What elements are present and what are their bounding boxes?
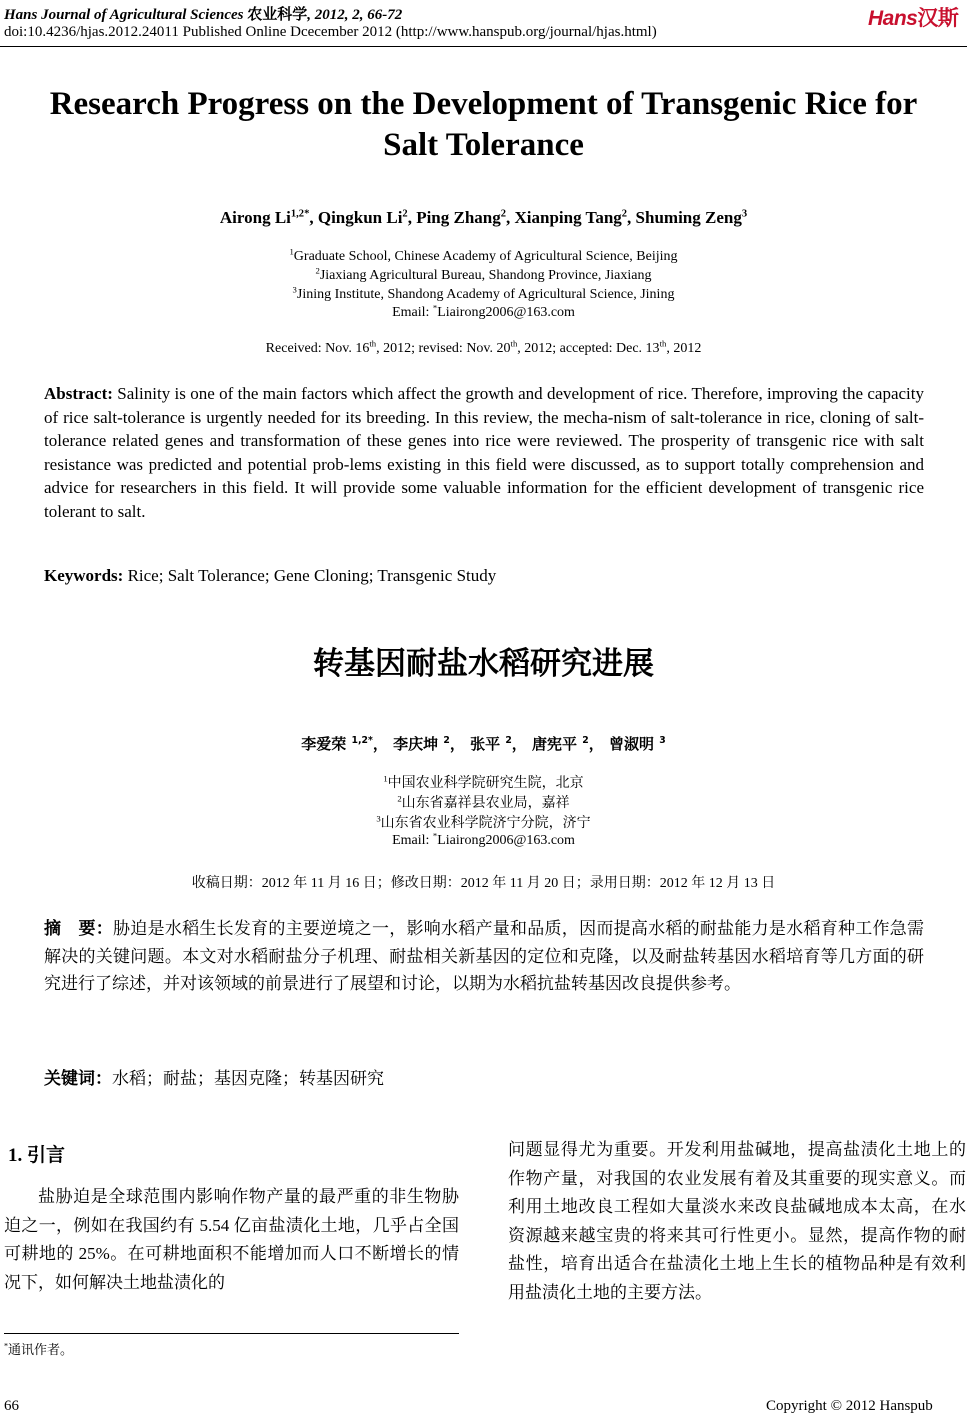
abstract-label-cn: 摘 要： bbox=[44, 919, 114, 939]
author: 曾淑明 $^3$ bbox=[609, 735, 666, 753]
keywords-cn bbox=[44, 1064, 924, 1089]
body-column-left: 盐胁迫是全球范围内影响作物产量的最严重的非生物胁迫之一，例如在我国约有 5.54 亿亩盐渍化土地，几乎占全国可耕地的 25%。在可耕地面积不能增加而人口不断增长的情况下，如何解决土地盐渍化的 bbox=[4, 1187, 459, 1292]
abstract-text-cn: 胁迫是水稻生长发育的主要逆境之一，影响水稻产量和品质，因而提高水稻的耐盐能力是水稻育种工作急需解决的关键问题。本文对水稻耐盐分子机理、耐盐相关新基因的定位和克隆，以及耐盐转基因水稻培育等几方面的研究进行了综述，并对该领域的前景进行了展望和讨论，以期为水稻抗盐转基因改良提供参考。 bbox=[44, 919, 925, 993]
author-list-cn bbox=[0, 733, 967, 754]
paper-title: Research Progress on the Development of Transgenic Rice for Salt Tolerance bbox=[49, 86, 918, 163]
doi-line: doi:10.4236/hjas.2012.24011 Published Online Dcecember 2012 (http://www.hanspub.org/journal/hjas.html) bbox=[4, 24, 657, 40]
received-dates: Received: Nov. 16th, 2012; revised: Nov. 20th, 2012; accepted: Dec. 13th, 2012 bbox=[265, 338, 702, 356]
hanspub-logo: Hans汉斯 bbox=[868, 7, 959, 30]
abstract-text: Salinity is one of the main factors which affect the growth and development of rice. Therefore, improving the capacity of rice salt-tolerance is urgently needed for its breeding. In this review, the mecha-nism of salt-tolerance in rice, cloning of salt-tolerance related genes and transformation of these genes into rice were reviewed. The prosperity of transgenic rice with salt resistance was predicted and potential prob-lems existing in this field were discussed, as to support totally comprehension and advice for researchers in this field. It will provide some valuable information for the efficient development of transgenic rice tolerant to salt. bbox=[44, 384, 925, 521]
affiliation-cn: $^3$山东省农业科学院济宁分院，济宁 bbox=[376, 813, 591, 831]
journal-name: Hans Journal of Agricultural Sciences bbox=[4, 7, 244, 23]
affiliation-cn: $^2$山东省嘉祥县农业局，嘉祥 bbox=[397, 793, 570, 811]
page-number: 66 bbox=[4, 1398, 19, 1414]
email-link[interactable]: Liairong2006@163.com bbox=[437, 833, 575, 848]
author: 李爱荣 $^{1,2*}$， bbox=[301, 735, 388, 753]
header-divider bbox=[0, 46, 967, 47]
affiliation: $^1$Graduate School, Chinese Academy of Agricultural Science, Beijing bbox=[289, 246, 678, 264]
author: 张平 $^2$， bbox=[470, 735, 527, 753]
paper-title-cn: 转基因耐盐水稻研究进展 bbox=[313, 646, 654, 682]
author: 李庆坤 $^2$， bbox=[393, 735, 465, 753]
abstract bbox=[44, 382, 924, 524]
abstract-label: Abstract: bbox=[44, 384, 113, 403]
author: Shuming Zeng$^3$ bbox=[635, 208, 748, 227]
author: Qingkun Li$^2$ bbox=[317, 208, 408, 227]
received-dates-cn: 收稿日期：2012 年 11 月 16 日；修改日期：2012 年 11 月 20 日；录用日期：2012 年 12 月 13 日 bbox=[191, 876, 776, 891]
author: Airong $Li^{1,2*}$ bbox=[219, 208, 310, 227]
email-link[interactable]: Liairong2006@163.com bbox=[437, 305, 575, 320]
journal-name-cn: 农业科学 bbox=[247, 7, 308, 23]
journal-header bbox=[4, 3, 402, 24]
affiliation: $^2$Jiaxiang Agricultural Bureau, Shandong Province, Jiaxiang bbox=[315, 265, 652, 283]
journal-volume: , 2012, 2, 66-72 bbox=[307, 7, 403, 23]
footnote: *通讯作者。 bbox=[4, 1341, 74, 1357]
keywords-text: Rice; Salt Tolerance; Gene Cloning; Transgenic Study bbox=[127, 566, 497, 585]
author: Ping Zhang$^2$ bbox=[416, 208, 507, 227]
keywords bbox=[44, 566, 924, 586]
author: 唐宪平 $^2$， bbox=[532, 735, 604, 753]
author: Xianping Tang$^2$ bbox=[514, 208, 628, 227]
copyright: Copyright © 2012 Hanspub bbox=[766, 1398, 933, 1414]
keywords-text-cn: 水稻；耐盐；基因克隆；转基因研究 bbox=[112, 1069, 384, 1088]
author-list: Airong $Li^{1,2*}$, Qingkun Li$^2$, Ping Zhang$^2$, Xianping Tang$^2$, Shuming Zeng$^3$ bbox=[219, 208, 748, 227]
body-column-right: 问题显得尤为重要。开发利用盐碱地，提高盐渍化土地上的作物产量，对我国的农业发展有着及其重要的现实意义。而利用土地改良工程如大量淡水来改良盐碱地成本太高，在水资源越来越宝贵的将来其可行性更小。显然，提高作物的耐盐性，培育出适合在盐渍化土地上生长的植物品种是有效利用盐渍化土地的主要方法。 bbox=[508, 1140, 966, 1302]
affiliation-cn: $^1$中国农业科学院研究生院，北京 bbox=[383, 773, 584, 791]
keywords-label: Keywords: bbox=[44, 566, 124, 585]
section-heading: 1. 引言 bbox=[8, 1144, 66, 1166]
email-line-cn: Email: *Liairong2006@163.com bbox=[392, 830, 575, 848]
email-line: Email: *Liairong2006@163.com bbox=[392, 302, 575, 320]
affiliation: $^3$Jining Institute, Shandong Academy of Agricultural Science, Jining bbox=[292, 284, 675, 302]
keywords-label-cn: 关键词： bbox=[44, 1069, 112, 1089]
abstract-cn bbox=[44, 915, 924, 997]
footnote-divider bbox=[4, 1333, 459, 1334]
